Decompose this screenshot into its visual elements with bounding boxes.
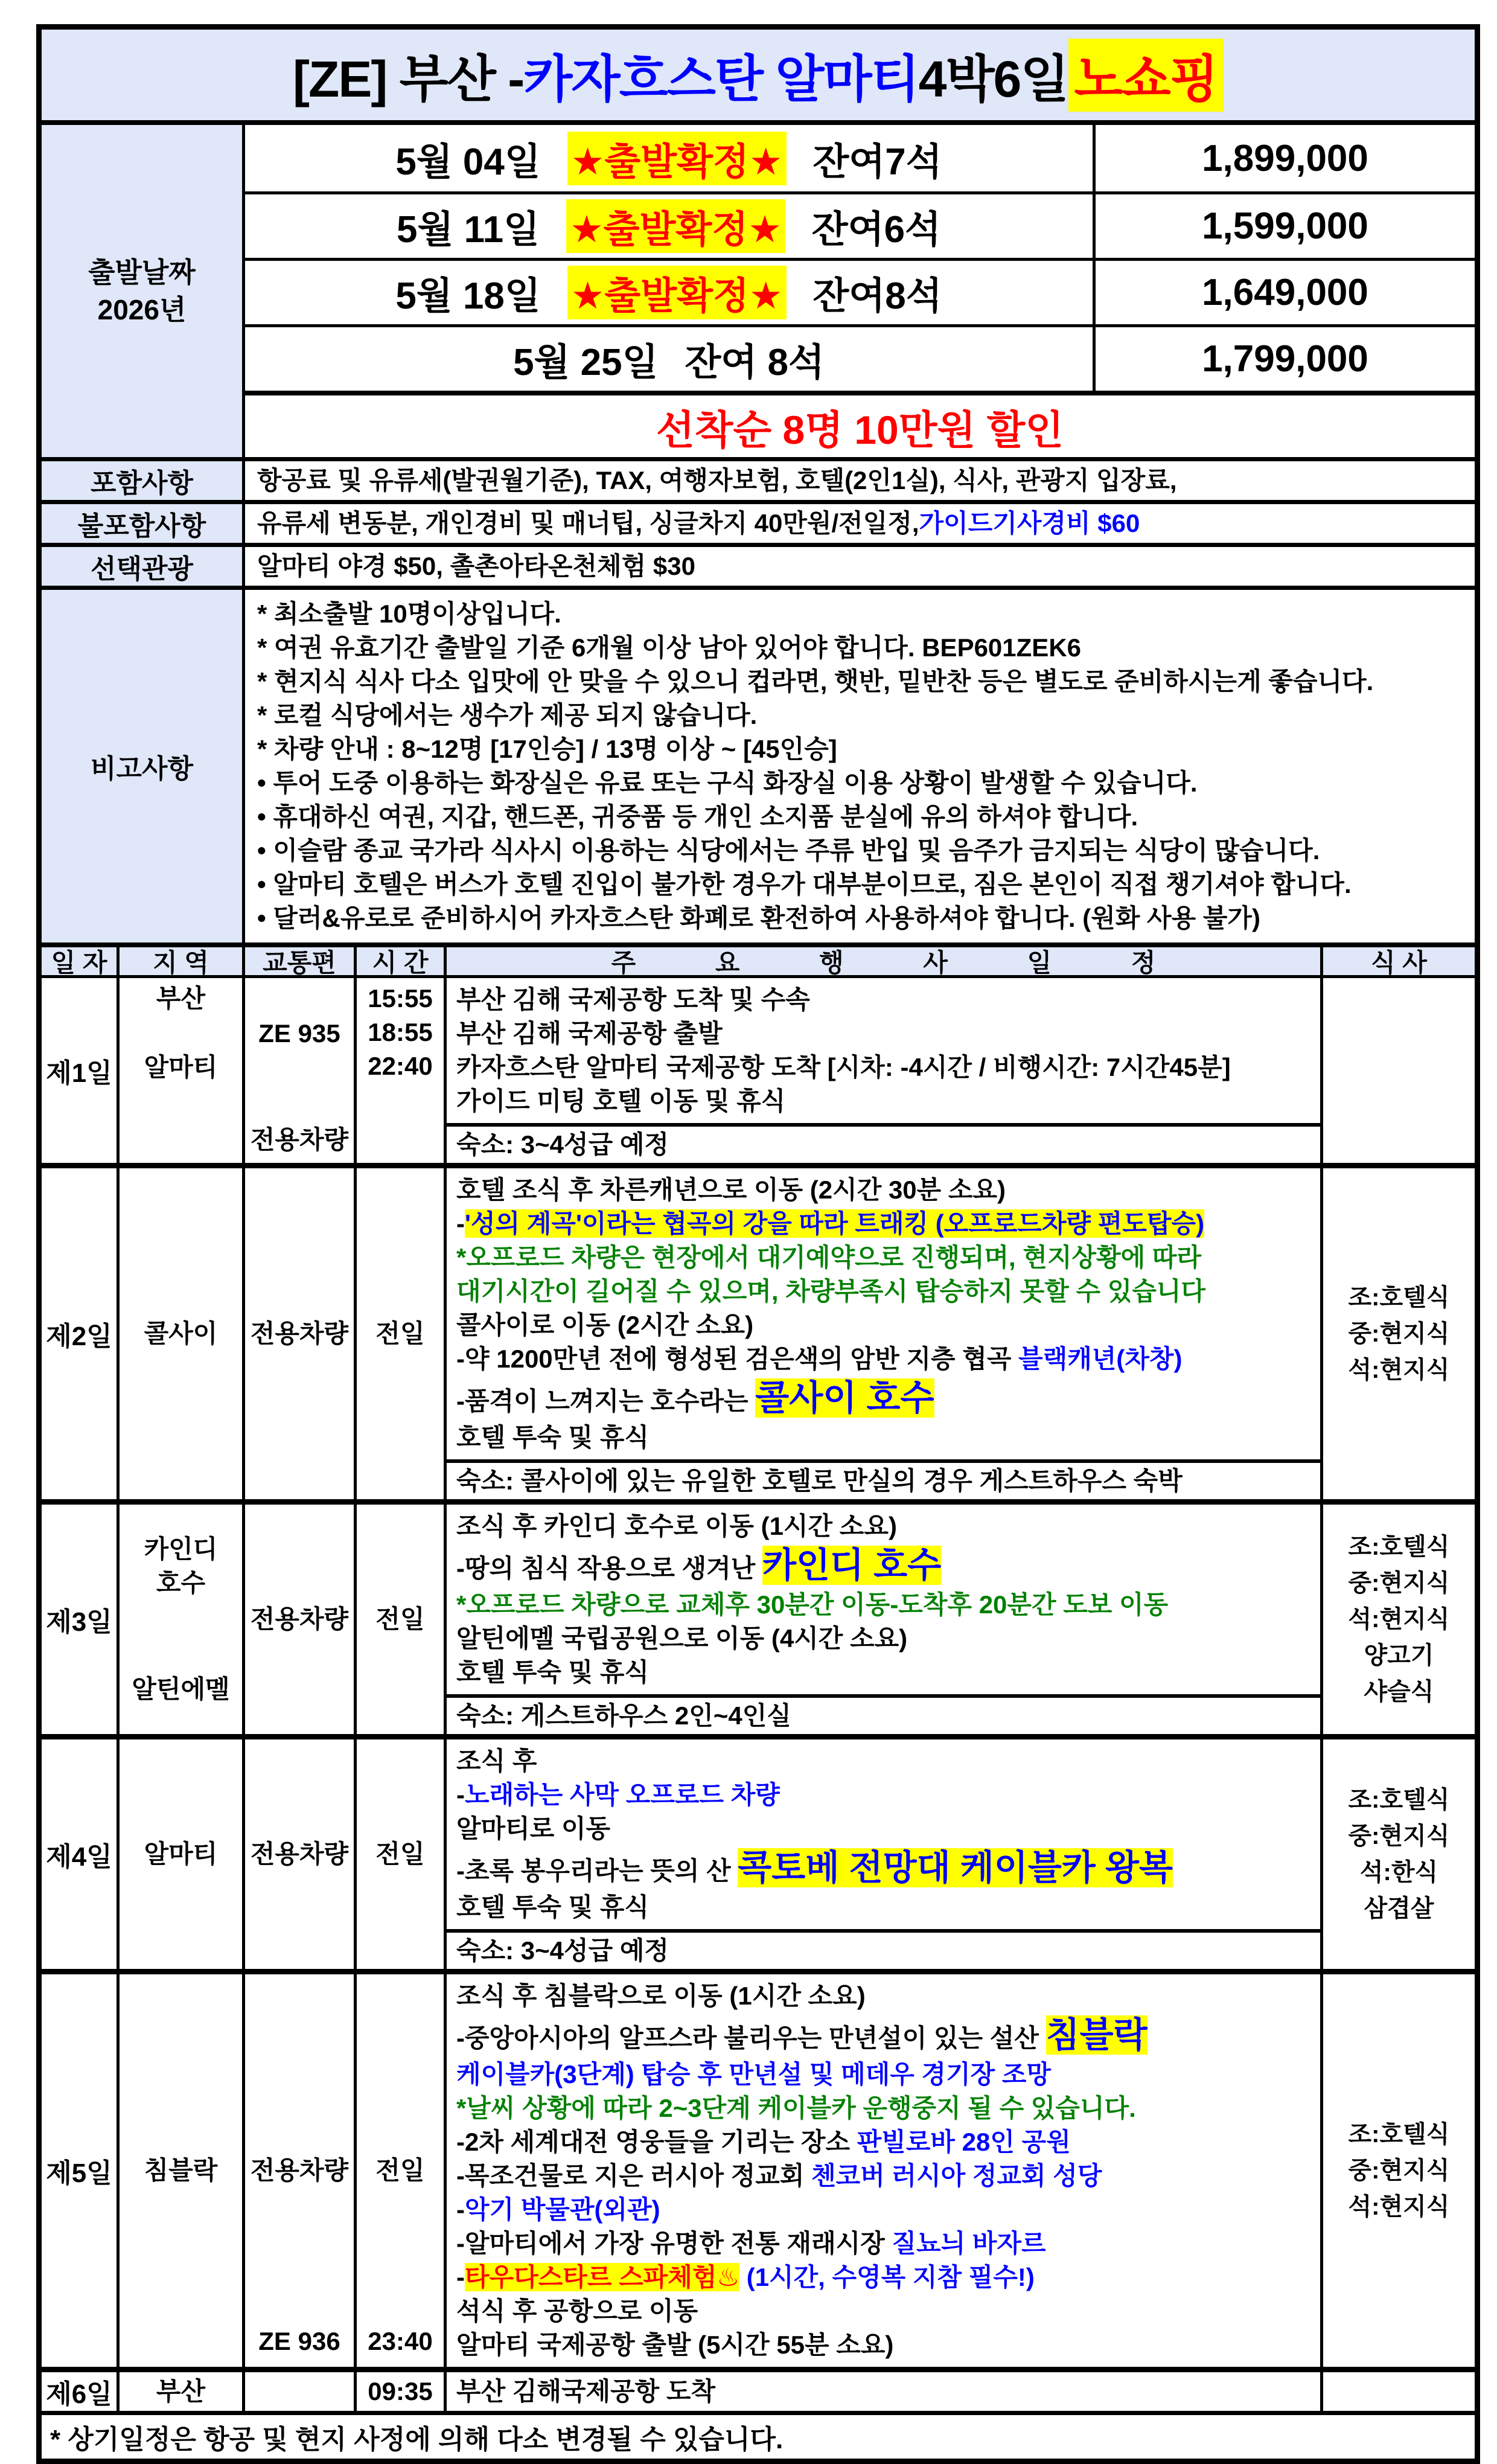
- transport-line: 전용차량: [250, 1605, 349, 1633]
- schedule-line: [456, 1812, 1310, 1846]
- text-segment: 콕토베 전망대 케이블카 왕복: [738, 1848, 1173, 1887]
- text-segment: 석식 후 공항으로 이동: [456, 2297, 698, 2325]
- meal-line: 양고기: [1364, 1642, 1434, 1669]
- meal-line: 조:호텔식: [1348, 1787, 1450, 1813]
- day-region: [117, 2372, 242, 2411]
- text-segment: -: [456, 1209, 465, 1238]
- text-segment: -: [456, 2263, 465, 2291]
- schedule-line: [456, 1778, 1310, 1812]
- transport-line: 전용차량: [250, 1319, 349, 1348]
- meal-line: 중:현지식: [1348, 1823, 1450, 1849]
- day-meals: [1320, 1739, 1475, 1969]
- time-line: 전일: [375, 1605, 425, 1633]
- region-line: 알마티: [144, 1053, 218, 1081]
- day-region: [117, 978, 242, 1163]
- promo-discount-banner: 선착순 8명 10만원 할인: [245, 391, 1475, 457]
- price: 1,649,000: [1093, 261, 1475, 324]
- remark-line: • 휴대하신 여권, 지갑, 핸드폰, 귀중품 등 개인 소지품 분실에 유의 하셔야 합니다.: [257, 802, 1138, 831]
- text-segment: 호텔 조식 후 차른캐년으로 이동 (2시간 30분 소요): [456, 1176, 1006, 1204]
- time-line: 전일: [375, 2156, 425, 2184]
- departure-rows: [245, 125, 1475, 457]
- price: 1,599,000: [1093, 194, 1475, 258]
- optional-tours-label: 선택관광: [42, 547, 245, 586]
- text-segment: 판빌로바 28인 공원: [857, 2128, 1071, 2156]
- text-segment: 케이블카(3단계) 탑승 후 만년설 및 메데우 경기장 조망: [456, 2060, 1052, 2088]
- day-meals: [1320, 1974, 1475, 2367]
- text-segment: 카인디 호수: [762, 1546, 942, 1585]
- itinerary-header: [42, 942, 1475, 975]
- day-region: [117, 1168, 242, 1499]
- day-schedule: [444, 2372, 1320, 2411]
- meal-line: 중:현지식: [1348, 1570, 1450, 1596]
- departure-row: [245, 258, 1475, 324]
- day-time: [354, 1505, 444, 1734]
- departure-section: [42, 120, 1475, 457]
- schedule-line: [456, 1979, 1310, 2013]
- schedule-line: [456, 2193, 1310, 2227]
- text-segment: 블랙캐년(차창): [1018, 1345, 1183, 1373]
- schedule-line: [456, 1744, 1310, 1778]
- departure-label-line2: 2026년: [97, 294, 187, 325]
- schedule-line: [456, 1017, 1310, 1051]
- page-title: [42, 30, 1475, 120]
- text-segment: 부산 김해 국제공항 도착 및 수속: [456, 985, 810, 1014]
- text-segment: 호텔 투숙 및 휴식: [456, 1893, 650, 1921]
- day-region: [117, 1739, 242, 1969]
- schedule-line: [456, 1241, 1310, 1275]
- day-row-2: [42, 1163, 1475, 1499]
- schedule-line: [456, 1207, 1310, 1241]
- region-line: 카인디: [144, 1535, 218, 1563]
- text-segment: 콜사이 호수: [755, 1378, 934, 1418]
- text-segment: 질뇨늬 바자르: [892, 2229, 1046, 2258]
- departure-row: [245, 125, 1475, 191]
- day-schedule: [444, 1505, 1320, 1734]
- day-label: 제2일: [46, 1322, 112, 1351]
- schedule-body: [447, 1974, 1320, 2367]
- day-time: [354, 2372, 444, 2411]
- departure-date-cell: [245, 194, 1093, 258]
- text-segment: 타우다스타르 스파체험♨: [465, 2263, 740, 2291]
- text-segment: 가이드기사경비 $60: [919, 509, 1140, 537]
- time-line: 22:40: [368, 1052, 433, 1080]
- text-segment: 조식 후 침블락으로 이동 (1시간 소요): [456, 1982, 866, 2010]
- departure-date: 5월 04일: [395, 141, 541, 183]
- departure-label-cell: [42, 125, 245, 457]
- header-day: 일 자: [51, 949, 107, 977]
- seats-remaining: 잔여6석: [811, 209, 941, 251]
- text-segment: -초록 봉우리라는 뜻의 산: [456, 1857, 738, 1885]
- schedule-body: [447, 1739, 1320, 1929]
- region-line: 부산: [156, 984, 206, 1013]
- departure-row: [245, 324, 1475, 391]
- text-segment: 알마티 국제공항 출발 (5시간 55분 소요): [456, 2331, 894, 2359]
- seats-remaining: 잔여7석: [812, 141, 942, 183]
- included-label: 포함사항: [42, 461, 245, 500]
- schedule-line: [456, 1846, 1310, 1890]
- day-label: 제4일: [46, 1842, 112, 1872]
- not-included-row: [42, 500, 1475, 543]
- not-included-label: 불포함사항: [42, 504, 245, 543]
- day-time: [354, 978, 444, 1163]
- time-line: 15:55: [368, 984, 433, 1013]
- included-row: [42, 457, 1475, 500]
- seats-remaining: 잔여 8석: [685, 342, 825, 383]
- day-meals: [1320, 1505, 1475, 1734]
- text-segment: 부산 김해국제공항 도착: [456, 2377, 716, 2405]
- remark-line: • 알마티 호텔은 버스가 호텔 진입이 불가한 경우가 대부분이므로, 짐은 본인이 직접 챙기셔야 합니다.: [257, 870, 1352, 898]
- title-segment-duration: 4박6일: [918, 50, 1068, 107]
- schedule-line: [456, 1308, 1310, 1342]
- flight-number: ZE 936: [258, 2327, 340, 2355]
- text-segment: *오프로드 차량은 현장에서 대기예약으로 진행되며, 현지상황에 따라: [456, 1243, 1202, 1272]
- remarks-row: [42, 586, 1475, 942]
- schedule-line: [456, 2261, 1310, 2294]
- time-line: 전일: [375, 1840, 425, 1868]
- text-segment: -품격이 느껴지는 호수라는: [456, 1387, 756, 1415]
- text-segment: 콜사이로 이동 (2시간 소요): [456, 1311, 754, 1339]
- text-segment: 조식 후: [456, 1747, 537, 1775]
- schedule-line: [456, 1173, 1310, 1207]
- schedule-body: [447, 978, 1320, 1123]
- remark-line: • 투어 도중 이용하는 화장실은 유료 또는 구식 화장실 이용 상황이 발생할 수 있습니다.: [257, 769, 1198, 797]
- day-transport: [242, 1505, 354, 1734]
- schedule-line: [456, 2058, 1310, 2091]
- meal-line: 석:현지식: [1348, 1357, 1450, 1383]
- schedule-line: [456, 2294, 1310, 2328]
- schedule-line: [456, 2328, 1310, 2362]
- remark-line: * 현지식 식사 다소 입맛에 안 맞을 수 있으니 컵라면, 햇반, 밑반찬 등은 별도로 준비하시는게 좋습니다.: [257, 667, 1374, 696]
- schedule-line: [456, 1421, 1310, 1454]
- schedule-line: [456, 983, 1310, 1017]
- day-time: [354, 1168, 444, 1499]
- text-segment: 항공료 및 유류세(발권월기준), TAX, 여행자보험, 호텔(2인1실), 식사, 관광지 입장료,: [257, 466, 1177, 494]
- schedule-line: [456, 1275, 1310, 1308]
- region-line: 호수: [156, 1569, 206, 1597]
- schedule-body: [447, 1168, 1320, 1459]
- remark-line: • 달러&유로로 준비하시어 카자흐스탄 화폐로 환전하여 사용하셔야 합니다. (원화 사용 불가): [257, 904, 1260, 932]
- departure-date-cell: [245, 261, 1093, 324]
- day-label: 제1일: [46, 1058, 112, 1088]
- text-segment: 첸코버 러시아 정교회 성당: [811, 2162, 1102, 2190]
- confirmed-badge: ★출발확정★: [567, 132, 787, 185]
- tour-itinerary-document: [36, 24, 1480, 2464]
- transport-line: ZE 935: [258, 1019, 340, 1048]
- schedule-line: [456, 1376, 1310, 1421]
- text-segment: '성의 계곡'이라는 협곡의 강을 따라 트래킹 (오프로드차량 편도탑승): [465, 1209, 1205, 1238]
- header-region: 지 역: [117, 947, 242, 975]
- lodging-note: 숙소: 3~4성급 예정: [447, 1929, 1320, 1969]
- remark-line: * 로컬 식당에서는 생수가 제공 되지 않습니다.: [257, 701, 758, 729]
- not-included-content: [245, 504, 1475, 543]
- day-row-4: [42, 1734, 1475, 1969]
- price: 1,799,000: [1093, 327, 1475, 391]
- optional-tours-content: [245, 547, 1475, 586]
- region-line: 알틴에멜: [132, 1675, 230, 1703]
- schedule-line: [456, 2125, 1310, 2159]
- departure-date: 5월 18일: [395, 275, 541, 317]
- departure-date-cell: [245, 125, 1093, 191]
- meal-line: 중:현지식: [1348, 2157, 1450, 2184]
- day-transport: [242, 2372, 354, 2411]
- day-label: 제5일: [46, 2158, 112, 2188]
- day-time: [354, 1974, 444, 2367]
- title-segment-destination: 카자흐스탄 알마티: [523, 50, 919, 107]
- region-line: 알마티: [144, 1840, 218, 1868]
- meal-line: 중:현지식: [1348, 1320, 1450, 1347]
- day-time: [354, 1739, 444, 1969]
- lodging-note: 숙소: 콜사이에 있는 유일한 호텔로 만실의 경우 게스트하우스 숙박: [447, 1459, 1320, 1499]
- departure-row: [245, 191, 1475, 258]
- footer-note: * 상기일정은 항공 및 현지 사정에 의해 다소 변경될 수 있습니다.: [42, 2411, 1475, 2459]
- day-label: 제3일: [46, 1607, 112, 1637]
- day-transport: [242, 1974, 354, 2367]
- text-segment: *오프로드 차량으로 교체후 30분간 이동-도착후 20분간 도보 이동: [456, 1590, 1169, 1619]
- remark-line: * 차량 안내 : 8~12명 [17인승] / 13명 이상 ~ [45인승]: [257, 735, 837, 763]
- optional-tours-row: [42, 543, 1475, 586]
- text-segment: -약 1200만년 전에 형성된 검은색의 암반 지층 협곡: [456, 1345, 1019, 1373]
- text-segment: 대기시간이 길어질 수 있으며, 차량부족시 탑승하지 못할 수 있습니다: [456, 1277, 1206, 1305]
- text-segment: 호텔 투숙 및 휴식: [456, 1658, 650, 1686]
- day-meals: [1320, 1168, 1475, 1499]
- header-transport: 교통편: [242, 947, 354, 975]
- time-line: 전일: [375, 1319, 425, 1348]
- day-row-1: [42, 975, 1475, 1163]
- confirmed-badge: ★출발확정★: [567, 266, 787, 319]
- meal-line: 삼겹살: [1364, 1895, 1434, 1922]
- schedule-line: [456, 2227, 1310, 2261]
- text-segment: (1시간, 수영복 지참 필수!): [739, 2263, 1035, 2291]
- day-transport: [242, 1168, 354, 1499]
- day-meals: [1320, 978, 1475, 1163]
- transport-line: 전용차량: [250, 1840, 349, 1868]
- remark-line: • 이슬람 종교 국가라 식사시 이용하는 식당에서는 주류 반입 및 음주가 금지되는 식당이 많습니다.: [257, 836, 1320, 865]
- day-row-6: [42, 2367, 1475, 2411]
- seats-remaining: 잔여8석: [812, 275, 942, 317]
- schedule-line: [456, 2013, 1310, 2058]
- text-segment: -: [456, 1781, 465, 1809]
- region-line: 콜사이: [144, 1319, 218, 1348]
- day-transport: [242, 1739, 354, 1969]
- day-schedule: [444, 1168, 1320, 1499]
- confirmed-badge: ★출발확정★: [566, 199, 785, 253]
- text-segment: 알틴에멜 국립공원으로 이동 (4시간 소요): [456, 1624, 908, 1653]
- schedule-line: [456, 2159, 1310, 2193]
- day-row-5: [42, 1969, 1475, 2367]
- departure-date-cell: [245, 327, 1093, 391]
- meal-line: 샤슬식: [1364, 1678, 1434, 1705]
- meal-line: 석:현지식: [1348, 2194, 1450, 2220]
- header-schedule: 주 요 행 사 일 정: [444, 947, 1320, 975]
- departure-date: 5월 25일: [513, 342, 659, 383]
- price: 1,899,000: [1093, 125, 1475, 191]
- remarks-content: [245, 590, 1475, 942]
- day-schedule: [444, 978, 1320, 1163]
- schedule-line: [456, 2375, 1310, 2408]
- text-segment: 조식 후 카인디 호수로 이동 (1시간 소요): [456, 1512, 897, 1540]
- text-segment: 카자흐스탄 알마티 국제공항 도착 [시차: -4시간 / 비행시간: 7시간45분]: [456, 1053, 1231, 1081]
- text-segment: 알마티 야경 $50, 촐촌아타온천체험 $30: [257, 552, 695, 580]
- text-segment: -목조건물로 지은 러시아 정교회: [456, 2162, 812, 2190]
- text-segment: 부산 김해 국제공항 출발: [456, 1019, 723, 1048]
- region-line: 부산: [156, 2377, 206, 2405]
- schedule-line: [456, 1656, 1310, 1689]
- title-segment-route: [ZE] 부산 -: [293, 50, 524, 107]
- text-segment: 가이드 미팅 호텔 이동 및 휴식: [456, 1087, 786, 1115]
- text-segment: 유류세 변동분, 개인경비 및 매너팁, 싱글차지 40만원/전일정,: [257, 509, 919, 537]
- text-segment: -: [456, 2195, 465, 2224]
- meal-line: 조:호텔식: [1348, 1534, 1450, 1560]
- remark-line: * 여권 유효기간 출발일 기준 6개월 이상 남아 있어야 합니다. BEP601ZEK6: [257, 633, 1082, 662]
- schedule-line: [456, 1543, 1310, 1588]
- remarks-label: 비고사항: [42, 590, 245, 942]
- lodging-note: 숙소: 3~4성급 예정: [447, 1123, 1320, 1163]
- text-segment: 악기 박물관(외관): [465, 2195, 660, 2224]
- schedule-line: [456, 1509, 1310, 1543]
- meal-line: 석:한식: [1359, 1859, 1438, 1886]
- lodging-note: 숙소: 게스트하우스 2인~4인실: [447, 1694, 1320, 1734]
- day-region: [117, 1505, 242, 1734]
- day-meals: [1320, 2372, 1475, 2411]
- text-segment: 알마티로 이동: [456, 1814, 611, 1843]
- schedule-line: [456, 1890, 1310, 1924]
- text-segment: -알마티에서 가장 유명한 전통 재래시장: [456, 2229, 892, 2258]
- included-content: [245, 461, 1475, 500]
- schedule-line: [456, 1342, 1310, 1376]
- day-row-3: [42, 1499, 1475, 1734]
- transport-line: 전용차량: [250, 1125, 349, 1154]
- schedule-line: [456, 2091, 1310, 2125]
- header-meals: 식 사: [1320, 947, 1475, 975]
- departure-label-line1: 출발날짜: [88, 257, 196, 288]
- meal-line: 조:호텔식: [1348, 1284, 1450, 1311]
- schedule-body: [447, 2372, 1320, 2411]
- time-line: 18:55: [368, 1018, 433, 1046]
- text-segment: -2차 세계대전 영웅들을 기리는 장소: [456, 2128, 857, 2156]
- day-region: [117, 1974, 242, 2367]
- time-line: 09:35: [368, 2377, 433, 2405]
- departure-time: 23:40: [368, 2327, 433, 2355]
- text-segment: -중앙아시아의 알프스라 불리우는 만년설이 있는 설산: [456, 2024, 1046, 2052]
- header-time: 시 간: [354, 947, 444, 975]
- day-schedule: [444, 1739, 1320, 1969]
- text-segment: 호텔 투숙 및 휴식: [456, 1423, 650, 1451]
- day-transport: [242, 978, 354, 1163]
- text-segment: -땅의 침식 작용으로 생겨난: [456, 1554, 762, 1582]
- transport-line: 전용차량: [250, 2156, 349, 2184]
- schedule-body: [447, 1505, 1320, 1694]
- text-segment: 노래하는 사막 오프로드 차량: [465, 1781, 780, 1809]
- day-schedule: [444, 1974, 1320, 2367]
- meal-line: 석:현지식: [1348, 1606, 1450, 1633]
- departure-date: 5월 11일: [397, 209, 540, 251]
- remark-line: * 최소출발 10명이상입니다.: [257, 600, 561, 628]
- schedule-line: [456, 1084, 1310, 1118]
- text-segment: 침블락: [1045, 2015, 1147, 2055]
- text-segment: *날씨 상황에 따라 2~3단계 케이블카 운행중지 될 수 있습니다.: [456, 2094, 1136, 2122]
- title-segment-noshopping-badge: 노쇼핑: [1068, 39, 1224, 112]
- schedule-line: [456, 1588, 1310, 1622]
- meal-line: 조:호텔식: [1348, 2121, 1450, 2148]
- schedule-line: [456, 1051, 1310, 1084]
- region-line: 침블락: [144, 2156, 218, 2184]
- day-label: 제6일: [46, 2379, 112, 2409]
- schedule-line: [456, 1622, 1310, 1656]
